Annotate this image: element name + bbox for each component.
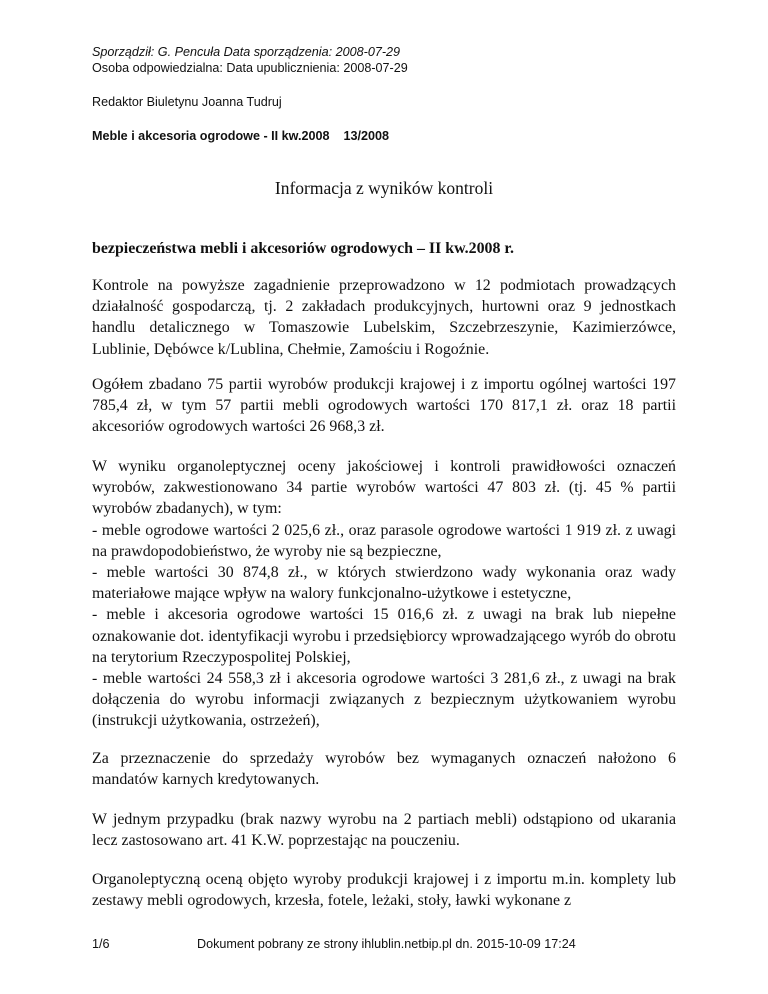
findings-item: - meble wartości 30 874,8 zł., w których stwierdzono wady wykonania oraz wady materiałowe mające wpływ na walory funkcjonalno-użytkowe i estetyczne,: [92, 564, 676, 603]
editor-line: Redaktor Biuletynu Joanna Tudruj: [92, 95, 282, 109]
findings-intro: W wyniku organoleptycznej oceny jakościowej i kontroli prawidłowości oznaczeń wyrobów, zakwestionowano 34 partie wyrobów wartości 47 803 zł. (tj. 45 % partii wyrobów zbadanych), w tym:: [92, 458, 676, 518]
subject-line: [92, 128, 389, 144]
document-number: 13/2008: [343, 129, 390, 143]
paragraph-controls-scope: [92, 275, 676, 360]
download-source-note: Dokument pobrany ze strony ihlublin.netbip.pl dn. 2015-10-09 17:24: [197, 937, 576, 951]
paragraph-text: Za przeznaczenie do sprzedaży wyrobów bez wymaganych oznaczeń nałożono 6 mandatów karnych kredytowanych.: [92, 750, 676, 789]
prepared-by-line: Sporządził: G. Pencuła Data sporządzenia: 2008-07-29: [92, 45, 401, 59]
paragraph-findings: [92, 456, 676, 732]
responsible-person-line: Osoba odpowiedzialna: Data upublicznienia: 2008-07-29: [92, 61, 408, 75]
paragraph-fines: [92, 748, 676, 790]
paragraph-text: W jednym przypadku (brak nazwy wyrobu na 2 partiach mebli) odstąpiono od ukarania lecz zastosowano art. 41 K.W. poprzestając na pouczeniu.: [92, 811, 676, 850]
paragraph-totals: [92, 374, 676, 438]
subject-title: Meble i akcesoria ogrodowe - II kw.2008: [92, 129, 330, 143]
paragraph-text: Ogółem zbadano 75 partii wyrobów produkcji krajowej i z importu ogólnej wartości 197 785,4 zł, w tym 57 partii mebli ogrodowych wartości 170 817,1 zł. oraz 18 partii akcesoriów ogrodowych wartości 26 968,3 zł.: [92, 376, 676, 436]
paragraph-text: Kontrole na powyższe zagadnienie przeprowadzono w 12 podmiotach prowadzących działalność gospodarczą, tj. 2 zakładach produkcyjnych, hurtowni oraz 9 jednostkach handlu detalicznego w Tomaszowie Lubelskim, Szczebrzeszynie, Kazimierzówce, Lublinie, Dębówce k/Lublina, Chełmie, Zamościu i Rogoźnie.: [92, 277, 676, 358]
findings-item: - meble ogrodowe wartości 2 025,6 zł., oraz parasole ogrodowe wartości 1 919 zł. z uwagi na prawdopodobieństwo, że wyroby nie są bezpieczne,: [92, 521, 676, 560]
paragraph-text: Organoleptyczną oceną objęto wyroby produkcji krajowej i z importu m.in. komplety lub zestawy mebli ogrodowych, krzesła, fotele, leżaki, stoły, ławki wykonane z: [92, 871, 676, 910]
findings-item: - meble wartości 24 558,3 zł i akcesoria ogrodowe wartości 3 281,6 zł., z uwagi na brak dołączenia do wyrobu informacji związanych z bezpiecznym użytkowaniem wyrobu (instrukcji użytkowania, ostrzeżeń),: [92, 670, 676, 730]
paragraph-waiver: [92, 809, 676, 851]
document-title: Informacja z wyników kontroli: [274, 178, 494, 198]
findings-item: - meble i akcesoria ogrodowe wartości 15 016,6 zł. z uwagi na brak lub niepełne oznakowanie dot. identyfikacji wyrobu i przedsiębiorcy wprowadzającego wyrób do obrotu na terytorium Rzeczypospolitej Polskiej,: [92, 606, 676, 666]
document-subtitle: bezpieczeństwa mebli i akcesoriów ogrodowych – II kw.2008 r.: [92, 240, 514, 257]
paragraph-assessment: [92, 869, 676, 911]
page-number: 1/6: [92, 937, 110, 951]
